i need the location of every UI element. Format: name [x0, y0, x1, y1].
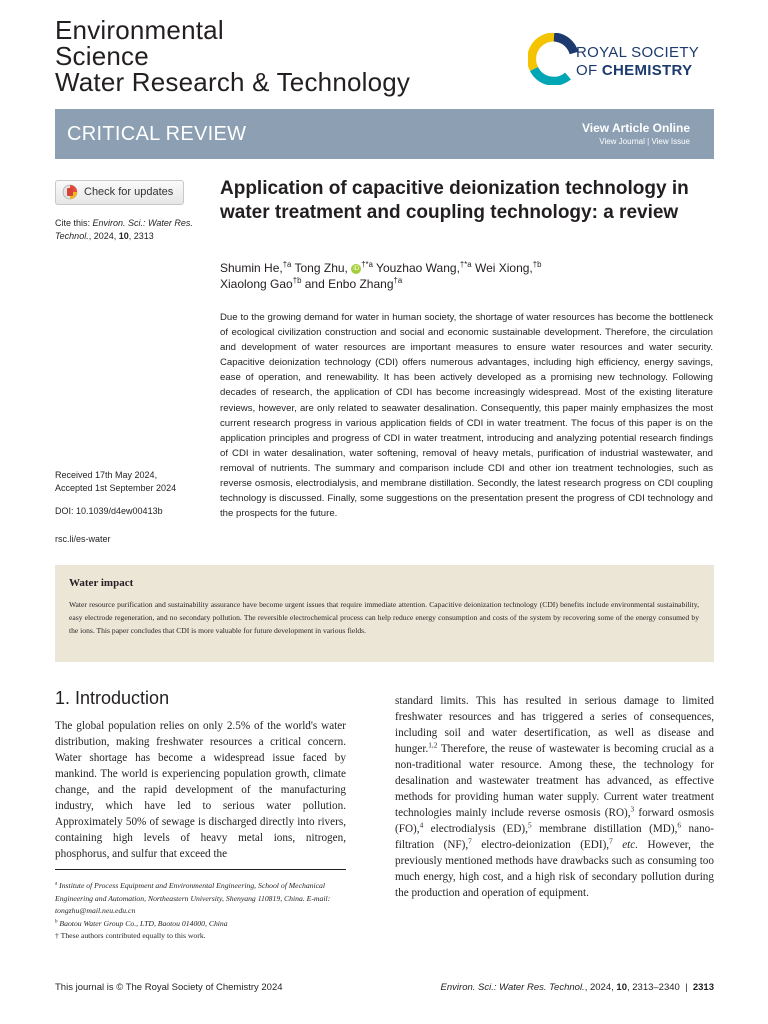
citation: Cite this: Environ. Sci.: Water Res. Technol., 2024, 10, 2313: [55, 218, 193, 241]
body-column-left: The global population relies on only 2.5% of the world's water distribution, making freshwater resources a critical concern. Water shortage has become a widespread issue faced by mankind. The world is experiencing population growth, climate change, and the rapid development of the manufacturing industry, which have led to serious water pollution. Approximately 50% of sewage is discharged directly into rivers, containing high levels of heavy metal ions, nitrogen, phosphorus, and sulfur that exceed the: [55, 720, 346, 860]
footnote-affiliation-a: $^a$ Institute of Process Equipment and Environmental Engineering, School of Mechanical Engineering and Automation, Northeastern University, Shenyang 110819, China. E-mail: tongzhu@mail.neu.edu.cn: [55, 881, 331, 915]
author-list: Shumin He,$^{\dagger a}$ Tong Zhu, iD $^{\dagger*a}$ Youzhao Wang,$^{\dagger*a}$ Wei Xiong,$^{\dagger b}$ Xiaolong Gao$^{\dagger b}$ and Enbo Zhang$^{\dagger a}$: [220, 260, 542, 291]
reference-link[interactable]: 7: [468, 837, 472, 846]
orcid-icon[interactable]: iD: [351, 264, 361, 274]
view-links: [599, 137, 690, 146]
check-for-updates-button[interactable]: [55, 180, 184, 205]
section-banner: [55, 109, 714, 159]
water-impact-title: Water impact: [69, 577, 134, 589]
article-dates: [55, 469, 215, 495]
section-label: CRITICAL REVIEW: [67, 123, 247, 145]
doi-link[interactable]: DOI: 10.1039/d4ew00413b: [55, 506, 163, 516]
page-number: 2313: [692, 982, 714, 993]
reference-link[interactable]: 4: [419, 821, 424, 830]
footer-citation: Environ. Sci.: Water Res. Technol., 2024, 10, 2313–2340 | 2313: [440, 982, 714, 993]
rsc-ring-icon: [528, 33, 580, 85]
reference-link[interactable]: 7: [609, 837, 613, 846]
footnote-affiliation-b: $^b$ Baotou Water Group Co., LTD, Baotou 014000, China: [55, 918, 228, 928]
section-heading-introduction: 1. Introduction: [55, 688, 170, 708]
body-column-right: standard limits. This has resulted in serious damage to limited freshwater resources and has triggered a series of consequences, including soil and water desertification, as well as disease and hunger.$^{1,2}$ Therefore, the reuse of wastewater is becoming crucial as a non-traditional water resource. Among these, the technology for desalination and wastewater treatment has advanced, as effective methods for providing human water supply. Current water treatment technologies mainly include reverse osmosis (RO),$^3$ forward osmosis (FO),$^4$ electrodialysis (ED),$^5$ membrane distillation (MD),$^6$ nano-filtration (NF),$^7$ electro-deionization (EDI),$^7$ etc. However, the previously mentioned methods have drawbacks such as consuming too much energy, high cost, and a high risk of secondary pollution during the production and operation of equipment.: [395, 695, 714, 899]
journal-title-line1: Environmental: [55, 15, 224, 45]
journal-title-line2: Science: [55, 41, 149, 71]
article-title: Application of capacitive deionization technology in water treatment and coupling technology: a review: [220, 178, 689, 223]
crossmark-icon: [62, 184, 78, 200]
footnote-equal-contribution: † These authors contributed equally to this work.: [55, 931, 206, 940]
reference-link[interactable]: 3: [630, 805, 635, 814]
footnote-divider: [55, 869, 346, 870]
water-impact-body: Water resource purification and sustainability assurance have become urgent issues that require immediate attention. Capacitive deionization technology (CDI) benefits include environmental sustainability, easy electrode regeneration, and no secondary pollution. The reversible electrochemical process can help reduce energy consumption and costs of the system by recovering some of the energy consumed by the ions. This paper concludes that CDI is more valuable for future development in various fields.: [69, 600, 699, 636]
footnotes: [55, 880, 355, 943]
view-article-online-link[interactable]: View Article Online: [581, 121, 690, 135]
check-for-updates-label: Check for updates: [84, 186, 174, 198]
rsc-short-link[interactable]: rsc.li/es-water: [55, 534, 111, 544]
accepted-date: Accepted 1st September 2024: [55, 483, 177, 493]
footer-copyright: This journal is © The Royal Society of Chemistry 2024: [55, 982, 283, 993]
view-journal-link[interactable]: View Journal: [599, 137, 645, 146]
reference-link[interactable]: 6: [677, 821, 682, 830]
rsc-name-line2: OF CHEMISTRY: [576, 62, 693, 79]
view-issue-link[interactable]: View Issue: [651, 137, 690, 146]
journal-title: [55, 17, 410, 95]
link-separator: |: [647, 137, 650, 146]
reference-link[interactable]: 1,2: [428, 741, 438, 750]
journal-title-line3: Water Research & Technology: [55, 67, 411, 97]
rsc-name-line1: ROYAL SOCIETY: [576, 44, 700, 61]
received-date: Received 17th May 2024,: [55, 470, 158, 480]
reference-link[interactable]: 5: [527, 821, 532, 830]
water-impact-box: [55, 565, 714, 662]
abstract: Due to the growing demand for water in human society, the shortage of water resources has become the bottleneck of ecological civilization construction and social and economic sustainable development. Therefore, the circulation and development of water resources are important measures to ensure water resources and water security. Capacitive deionization technology (CDI) offers numerous advantages, including high efficiency, energy savings, ease of operation, and renewability. It has been actively developed as a promising new technology. Following decades of research, the application of CDI has become increasingly widespread. Most of the existing literature reviews, however, are only related to seawater desalination. Consequently, this paper mainly emphasizes the most current research progress in various application fields of CDI in water treatment. The focus of this paper is on the application principles and progress of CDI in water treatment, introducing and analyzing potential research findings of CDI in water desalination, water softening, removal of heavy metals, purification of industrial wastewater, and removal of nutrients. The summary and comparison include CDI and other ion treatment technologies, such as reverse osmosis, electrodialysis, and membrane distillation. Secondly, the latest research progress on CDI coupling technology is discussed. Finally, some suggestions on the presentation present the progress of CDI technology and the prospects for the future.: [220, 312, 713, 520]
rsc-logo: [528, 33, 718, 85]
